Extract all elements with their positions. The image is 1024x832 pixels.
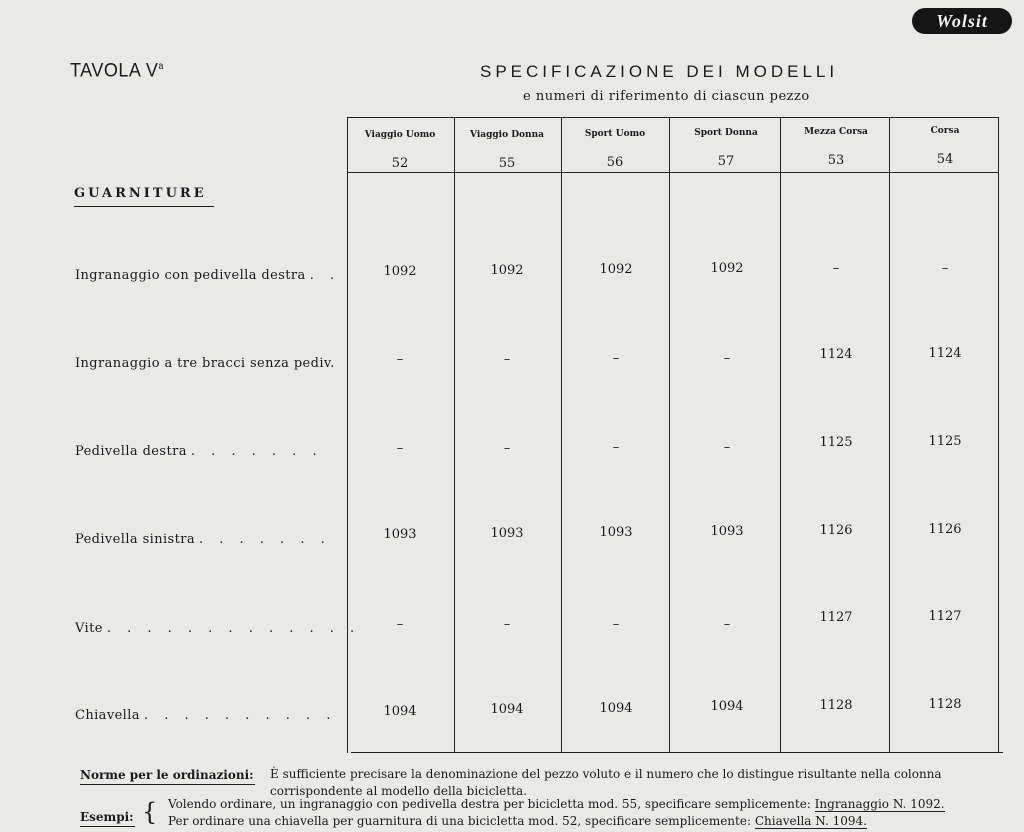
column-header-model: 52	[391, 156, 409, 171]
table-border-left	[347, 117, 348, 753]
column-header-name: Sport Donna	[694, 128, 758, 138]
table-cell: –	[832, 261, 840, 276]
section-title: GUARNITURE	[74, 186, 207, 201]
table-bottom-rule	[351, 752, 1003, 753]
column-header-model: 56	[606, 155, 624, 170]
table-cell: –	[396, 352, 404, 367]
table-cell: 1128	[928, 697, 962, 712]
table-cell: 1093	[490, 526, 524, 541]
table-cell: –	[941, 261, 949, 276]
example-reference: Chiavella N. 1094.	[754, 814, 867, 828]
table-border-right	[998, 117, 999, 753]
table-cell: 1126	[819, 523, 853, 538]
table-cell: 1126	[928, 522, 962, 537]
row-label: Pedivella destra . . . . . . .	[75, 444, 323, 459]
table-cell: 1094	[383, 704, 417, 719]
table-cell: 1127	[819, 610, 853, 625]
table-cell: 1092	[383, 264, 417, 279]
table-divider	[889, 117, 890, 753]
norme-label: Norme per le ordinazioni:	[80, 768, 254, 782]
norme-underline	[80, 784, 255, 785]
column-header-model: 54	[936, 152, 954, 167]
example-text: Per ordinare una chiavella per guarnitura di una bicicletta mod. 52, specificare semplicemente:	[168, 814, 755, 828]
table-cell: 1094	[490, 702, 524, 717]
table-cell: 1092	[599, 262, 633, 277]
column-header-name: Corsa	[930, 126, 960, 136]
table-cell: –	[723, 617, 731, 632]
table-cell: –	[612, 440, 620, 455]
table-cell: 1092	[490, 263, 524, 278]
table-cell: 1127	[928, 609, 962, 624]
table-cell: –	[503, 441, 511, 456]
column-header-name: Mezza Corsa	[804, 127, 868, 137]
wolsit-logo: Wolsit	[912, 8, 1012, 34]
esempi-underline	[80, 826, 135, 827]
table-divider	[454, 117, 455, 753]
plate-superscript: a	[158, 60, 164, 72]
table-cell: 1125	[928, 434, 962, 449]
table-cell: 1093	[383, 527, 417, 542]
plate-label: TAVOLA V	[70, 58, 159, 81]
table-cell: 1094	[599, 701, 633, 716]
row-label: Chiavella . . . . . . . . . .	[75, 708, 337, 723]
table-cell: –	[723, 351, 731, 366]
example-reference: Ingranaggio N. 1092.	[814, 797, 945, 811]
row-label: Pedivella sinistra . . . . . . .	[75, 532, 331, 547]
column-header-name: Sport Uomo	[584, 129, 646, 139]
table-cell: 1125	[819, 435, 853, 450]
table-cell: 1128	[819, 698, 853, 713]
table-cell: –	[503, 617, 511, 632]
table-cell: 1093	[710, 524, 744, 539]
table-cell: –	[612, 351, 620, 366]
column-header-model: 53	[827, 153, 845, 168]
row-label: Ingranaggio con pedivella destra . .	[75, 268, 341, 283]
norme-text: È sufficiente precisare la denominazione del pezzo voluto e il numero che lo distingue risultante nella colonna corrispondente al modello della bicicletta.	[270, 767, 942, 798]
table-header-rule	[347, 172, 999, 173]
section-underline	[74, 206, 214, 207]
column-header-name: Viaggio Uomo	[364, 130, 436, 140]
table-cell: 1092	[710, 261, 744, 276]
table-cell: 1094	[710, 699, 744, 714]
table-cell: 1124	[928, 346, 962, 361]
table-divider	[561, 117, 562, 753]
row-label: Ingranaggio a tre bracci senza pediv.	[75, 356, 335, 371]
esempi-label: Esempi:	[80, 810, 134, 824]
brace-icon: {	[142, 798, 158, 826]
table-cell: –	[723, 440, 731, 455]
table-cell: 1093	[599, 525, 633, 540]
table-divider	[780, 117, 781, 753]
column-header-name: Viaggio Donna	[470, 130, 544, 140]
row-label: Vite . . . . . . . . . . . . .	[75, 621, 361, 636]
table-cell: –	[396, 441, 404, 456]
example-line	[168, 814, 867, 828]
table-cell: –	[396, 617, 404, 632]
plate-number	[70, 59, 164, 82]
column-header-model: 57	[717, 154, 735, 169]
page-title: SPECIFICAZIONE DEI MODELLI	[480, 62, 839, 81]
example-text: Volendo ordinare, un ingranaggio con pedivella destra per bicicletta mod. 55, specificare semplicemente:	[168, 797, 815, 811]
example-line	[168, 797, 945, 811]
table-top-rule	[347, 117, 999, 118]
table-cell: –	[503, 352, 511, 367]
column-header-model: 55	[498, 156, 516, 171]
table-cell: 1124	[819, 347, 853, 362]
table-cell: –	[612, 617, 620, 632]
table-divider	[669, 117, 670, 753]
page-subtitle: e numeri di riferimento di ciascun pezzo	[523, 89, 810, 104]
